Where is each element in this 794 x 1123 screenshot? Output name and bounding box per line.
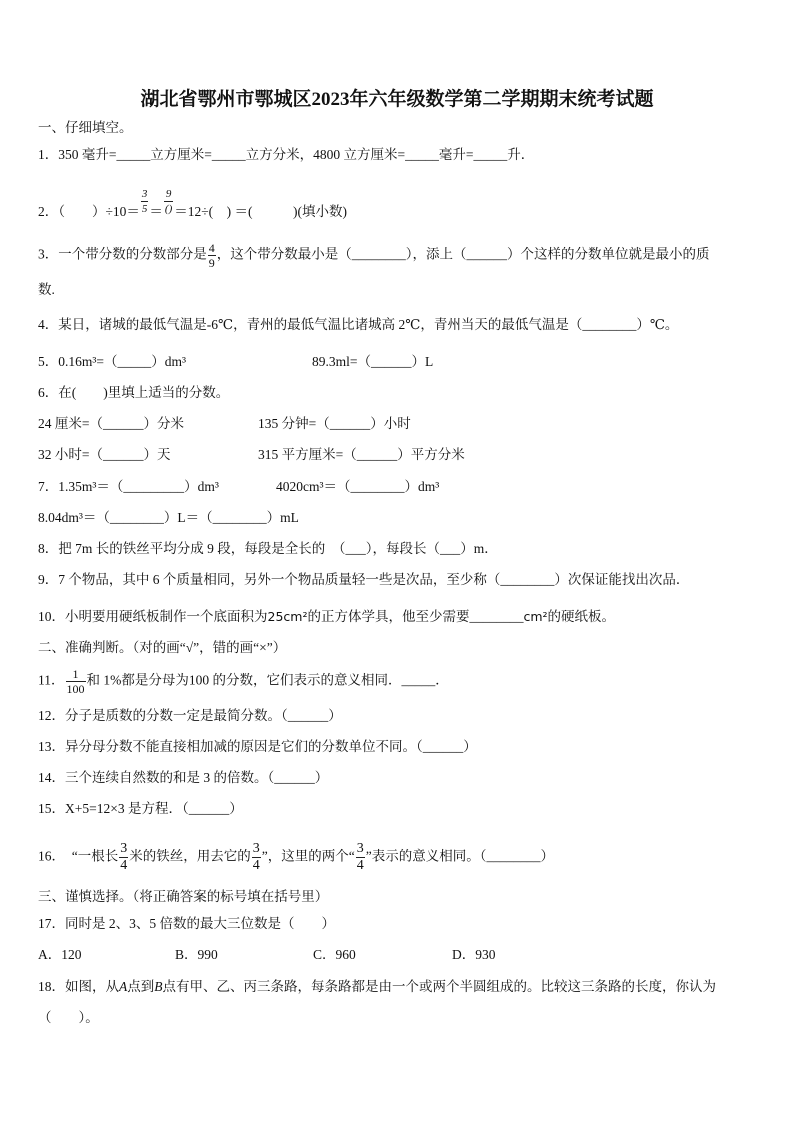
- question-17-option-d: D．930: [452, 947, 496, 962]
- q10-mid: 的正方体学具，他至少需要________: [307, 609, 524, 624]
- question-5-left: 5．0.16m³=（_____）dm³: [38, 354, 187, 369]
- q18-prefix: 18．如图，从: [38, 979, 119, 994]
- question-6-item-b: 135 分钟=（______）小时: [258, 416, 411, 431]
- question-13: 13．异分母分数不能直接相加减的原因是它们的分数单位不同。（______）: [38, 739, 477, 754]
- q16-frac3-denominator: 4: [356, 858, 364, 873]
- q2-fraction-1: [141, 187, 149, 216]
- q18-point-a: A: [119, 979, 128, 994]
- section3-heading: 三、谨慎选择。（将正确答案的标号填在括号里）: [38, 889, 329, 904]
- question-15: 15．X+5=12×3 是方程．（______）: [38, 801, 243, 816]
- question-9: 9．7 个物品，其中 6 个质量相同，另外一个物品质量轻一些是次品，至少称（________）次保证能找出次品．: [38, 572, 690, 587]
- question-18-continuation: （ ）。: [38, 1010, 99, 1025]
- q18-suffix: 点有甲、乙、丙三条路，每条路都是由一个或两个半圆组成的。比较这三条路的长度，你认为: [162, 979, 716, 994]
- q16-frac3-numerator: 3: [356, 841, 364, 856]
- question-6-stem: 6．在( )里填上适当的分数。: [38, 385, 230, 400]
- question-16: [38, 841, 554, 874]
- q10-suffix: 的硬纸板。: [547, 609, 616, 624]
- q2-frac1-numerator: 3: [141, 188, 148, 200]
- q16-prefix: 16． “一根长: [38, 848, 119, 864]
- q10-unit: cm²: [523, 609, 548, 624]
- question-17-option-b: B．990: [175, 947, 218, 962]
- q11-fraction: [66, 667, 86, 696]
- question-1: 1．350 毫升=_____立方厘米=_____立方分米，4800 立方厘米=_____毫升=_____升．: [38, 147, 535, 162]
- question-7-item-a: 7．1.35m³＝（_________）dm³: [38, 479, 219, 494]
- q16-fraction-1: [119, 841, 128, 874]
- q2-frac2-numerator: 9: [165, 188, 172, 200]
- section1-heading: 一、仔细填空。: [38, 120, 133, 135]
- q2-frac2-denominator: (): [164, 203, 173, 215]
- q10-area: 25cm²: [267, 609, 308, 624]
- q3-frac-numerator: 4: [208, 241, 215, 255]
- question-4: 4．某日，诸城的最低气温是-6℃，青州的最低气温比诸城高 2℃，青州当天的最低气温是（________）℃。: [38, 317, 679, 332]
- section2-heading: 二、准确判断。（对的画“√”，错的画“×”）: [38, 640, 287, 655]
- question-6-item-a: 24 厘米=（______）分米: [38, 416, 184, 431]
- question-5-right: 89.3ml=（______）L: [312, 354, 434, 369]
- question-7-item-c: 8.04dm³＝（________）L＝（________）mL: [38, 510, 299, 525]
- q3-fraction: [208, 241, 216, 270]
- q18-mid1: 点到: [127, 979, 155, 994]
- q11-frac-denominator: 100: [66, 682, 85, 696]
- question-10: [38, 607, 615, 627]
- question-6-item-c: 32 小时=（______）天: [38, 447, 171, 462]
- question-2: [38, 188, 348, 222]
- q3-prefix: 3．一个带分数的分数部分是: [38, 246, 207, 262]
- question-17-option-c: C．960: [313, 947, 356, 962]
- exam-title: 湖北省鄂州市鄂城区2023年六年级数学第二学期期末统考试题: [140, 89, 654, 110]
- q2-suffix: ＝12÷( ) ＝( )(填小数): [174, 204, 348, 219]
- q2-prefix: 2．（ ）÷10＝: [38, 204, 140, 219]
- q16-mid2: ”，这里的两个“: [261, 848, 355, 864]
- q16-fraction-2: [252, 841, 261, 874]
- q10-prefix: 10．小明要用硬纸板制作一个底面积为: [38, 609, 268, 624]
- question-3: [38, 241, 710, 270]
- q16-frac2-denominator: 4: [252, 858, 260, 873]
- q11-number: 11．: [38, 672, 65, 688]
- q3-suffix: ，这个带分数最小是（________），添上（______）个这样的分数单位就是最小的质: [216, 246, 710, 262]
- q16-frac2-numerator: 3: [252, 841, 260, 856]
- q11-suffix: 和 1%都是分母为100 的分数，它们表示的意义相同．_____．: [86, 672, 449, 688]
- question-3-continuation: 数.: [38, 282, 55, 297]
- q16-mid1: 米的铁丝，用去它的: [129, 848, 251, 864]
- question-14: 14．三个连续自然数的和是 3 的倍数。（______）: [38, 770, 329, 785]
- question-7-item-b: 4020cm³＝（________）dm³: [276, 479, 440, 494]
- question-18: [38, 977, 716, 997]
- q2-fraction-2: [164, 187, 173, 216]
- question-17-option-a: A．120: [38, 947, 82, 962]
- q2-frac1-denominator: 5: [141, 203, 148, 215]
- question-11: [38, 667, 449, 696]
- question-6-item-d: 315 平方厘米=（______）平方分米: [258, 447, 465, 462]
- q16-suffix: ”表示的意义相同。（________）: [365, 848, 554, 864]
- q16-frac1-numerator: 3: [120, 841, 128, 856]
- question-17-stem: 17．同时是 2、3、5 倍数的最大三位数是（ ）: [38, 916, 335, 931]
- q16-fraction-3: [356, 841, 365, 874]
- q16-frac1-denominator: 4: [120, 858, 128, 873]
- q11-frac-numerator: 1: [66, 667, 86, 682]
- question-12: 12．分子是质数的分数一定是最简分数。（______）: [38, 708, 342, 723]
- q18-point-b: B: [154, 979, 163, 994]
- q2-mid: ＝: [149, 204, 163, 219]
- question-8: 8．把 7m 长的铁丝平均分成 9 段，每段是全长的 （___），每段长（___）m．: [38, 541, 498, 556]
- q3-frac-denominator: 9: [208, 256, 215, 270]
